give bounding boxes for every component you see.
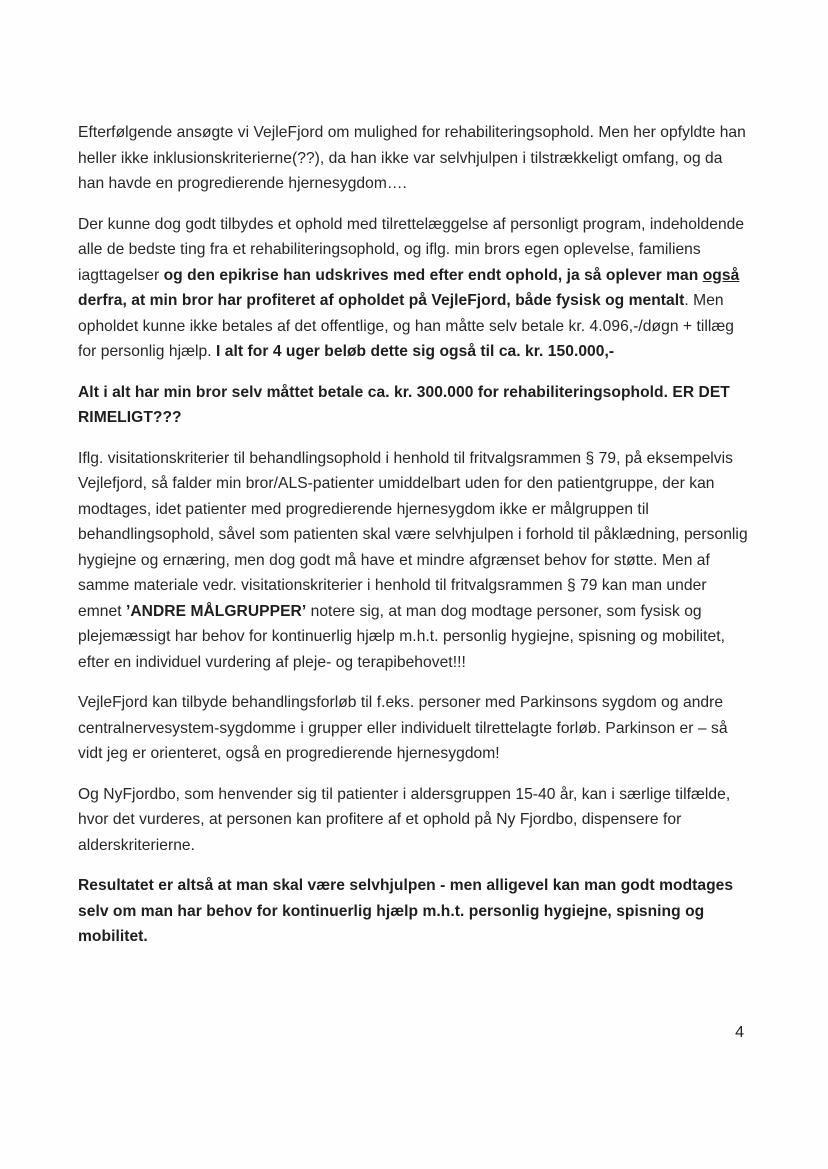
paragraph-3 bbox=[78, 380, 750, 431]
paragraph-4 bbox=[78, 446, 750, 676]
text-segment: notere sig, at man dog modtage personer, som fysisk og plejemæssigt har behov for kontinuerlig hjælp m.h.t. personlig hygiejne, spisning og mobilitet, efter en individuel vurdering af pleje- og terapibehovet!!! bbox=[78, 602, 726, 671]
bold-text-segment: Resultatet er altså at man skal være selvhjulpen - men alligevel kan man godt modtages selv om man har behov for kontinuerlig hjælp m.h.t. personlig hygiejne, spisning og mobilitet. bbox=[78, 877, 734, 945]
text-segment: VejleFjord kan tilbyde behandlingsforløb til f.eks. personer med Parkinsons sygdom og andre centralnervesystem-sygdomme i grupper eller individuelt tilrettelagte forløb. Parkinson er – så vidt jeg er orienteret, også en progredierende hjernesygdom! bbox=[78, 694, 728, 762]
text-segment: Efterfølgende ansøgte vi VejleFjord om mulighed for rehabiliteringsophold. Men her opfyldte han heller ikke inklusionskriterierne(??), da han ikke var selvhjulpen i tilstrækkeligt omfang, og da han havde en progredierende hjernesygdom…. bbox=[78, 124, 746, 192]
underlined-bold-text-segment: også bbox=[702, 266, 740, 284]
text-segment: Iflg. visitationskriterier til behandlingsophold i henhold til fritvalgsrammen § 79, på eksempelvis Vejlefjord, så falder min bror/ALS-patienter umiddelbart uden for den patientgruppe, der kan modtages, idet patienter med progredierende hjernesygdom ikke er målgruppen til behandlingsophold, såvel som patienten skal være selvhjulpen i forhold til påklædning, personlig hygiejne og ernæring, men dog godt må have et mindre afgrænset behov for støtte. Men af samme materiale vedr. visitationskriterier i henhold til fritvalgsrammen § 79 kan man under emnet bbox=[78, 449, 748, 620]
paragraph-6 bbox=[78, 782, 750, 859]
text-segment: Der kunne dog godt tilbydes et ophold med tilrettelæggelse af personligt program, indeholdende alle de bedste ting fra et rehabiliteringsophold, og iflg. min brors egen oplevelse, familiens iagttagelser bbox=[78, 215, 745, 284]
bold-text-segment: I alt for 4 uger beløb dette sig også til ca. kr. 150.000,- bbox=[216, 343, 615, 360]
paragraph-5 bbox=[78, 690, 750, 767]
paragraph-7 bbox=[78, 873, 750, 950]
bold-text-segment: derfra, at min bror har profiteret af opholdet på VejleFjord, både fysisk og mentalt bbox=[78, 292, 685, 309]
text-segment: Og NyFjordbo, som henvender sig til patienter i aldersgruppen 15-40 år, kan i særlige tilfælde, hvor det vurderes, at personen kan profitere af et ophold på Ny Fjordbo, dispensere for alderskriterierne. bbox=[78, 785, 731, 854]
bold-text-segment: ’ANDRE MÅLGRUPPER’ bbox=[125, 602, 307, 620]
document-body bbox=[78, 120, 750, 965]
text-segment: . Men opholdet kunne ikke betales af det offentlige, og han måtte selv betale kr. 4.096,-/døgn + tillæg for personlig hjælp. bbox=[78, 292, 735, 360]
bold-text-segment: og den epikrise han udskrives med efter endt ophold, ja så oplever man bbox=[163, 266, 703, 284]
page-number: 4 bbox=[735, 1024, 744, 1041]
paragraph-2 bbox=[78, 212, 750, 365]
paragraph-1 bbox=[78, 120, 750, 197]
bold-text-segment: Alt i alt har min bror selv måttet betale ca. kr. 300.000 for rehabiliteringsophold. ER DET RIMELIGT??? bbox=[78, 383, 730, 426]
